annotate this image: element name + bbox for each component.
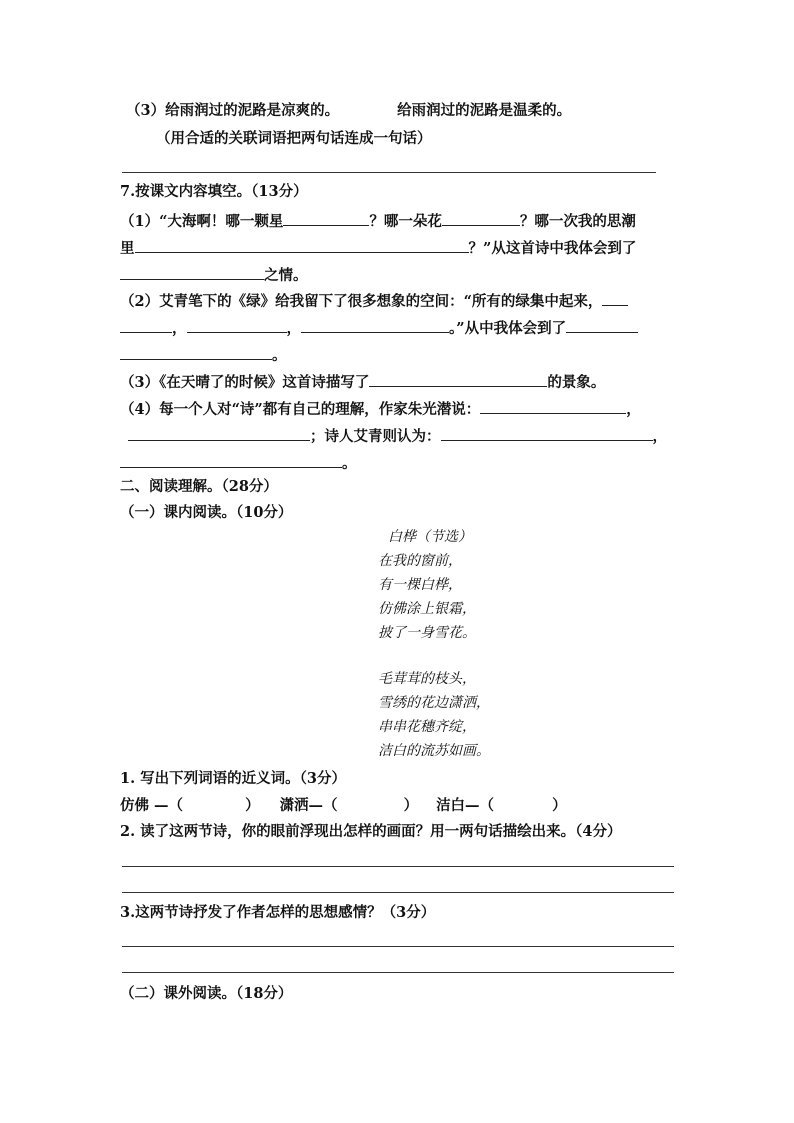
q7-4-line1	[120, 398, 641, 420]
q7-title: 7.按课文内容填空。（13分）	[120, 183, 308, 200]
poem-s2-line2: 雪绣的花边潇洒，	[378, 695, 490, 711]
q7-2-line1	[120, 290, 628, 312]
poem-s1-line2: 有一棵白桦，	[378, 577, 462, 593]
q7-2-blank-3[interactable]	[301, 317, 449, 333]
poem-title: 白桦（节选）	[388, 529, 472, 545]
q7-2-blank-4a[interactable]	[566, 317, 638, 333]
section2-part1-title: （一）课内阅读。（10分）	[120, 504, 293, 521]
q7-2-comma-2: ，	[286, 320, 301, 337]
q7-4-comma-1: ，	[626, 401, 641, 418]
q1-close-1: ）	[245, 797, 260, 814]
q6-3-sentence-b: 给雨润过的泥路是温柔的。	[397, 102, 572, 119]
reading-q1-title: 1. 写出下列词语的近义词。（3分）	[120, 770, 347, 787]
q7-4-text-b: ；诗人艾青则认为：	[310, 428, 441, 445]
q7-1-blank-1[interactable]	[283, 210, 369, 226]
q1-word-1: 仿佛 —（	[120, 797, 184, 814]
q3-answer-line-2[interactable]	[122, 972, 674, 973]
q1-word-3: 洁白—（	[436, 797, 495, 814]
q7-1-line3	[120, 264, 308, 286]
q7-2-blank-1a[interactable]	[602, 290, 628, 306]
q7-2-period: 。	[272, 347, 287, 364]
q7-4-comma-2: ，	[652, 428, 667, 445]
q1-word-2: 潇洒—（	[279, 797, 338, 814]
q7-4-blank-1[interactable]	[480, 398, 626, 414]
q7-1-line1	[120, 210, 636, 232]
q2-answer-line-1[interactable]	[122, 866, 674, 867]
section2-part2-title: （二）课外阅读。（18分）	[120, 985, 293, 1002]
q7-2-blank-4b[interactable]	[120, 344, 272, 360]
q7-4-period: 。	[342, 455, 357, 472]
q7-1-text-b: ？哪一朵花	[369, 213, 442, 230]
q7-3-blank[interactable]	[369, 371, 547, 387]
q1-close-3: ）	[552, 797, 567, 814]
q7-1-line2	[120, 237, 636, 259]
q7-4-blank-3a[interactable]	[441, 425, 653, 441]
q3-answer-line-1[interactable]	[122, 946, 674, 947]
q7-2-blank-1b[interactable]	[120, 317, 172, 333]
q6-3-prefix: （3）	[126, 102, 166, 119]
q7-2-line3	[120, 344, 287, 366]
poem-s2-line4: 洁白的流苏如画。	[378, 743, 490, 759]
q7-1-blank-2[interactable]	[442, 210, 520, 226]
q6-3-answer-line[interactable]	[122, 172, 656, 173]
q7-2-blank-2[interactable]	[187, 317, 287, 333]
q7-4-blank-2[interactable]	[128, 425, 310, 441]
poem-s1-line4: 披了一身雪花。	[378, 625, 476, 641]
q7-3-text-a: （3）《在天晴了的时候》这首诗描写了	[120, 374, 370, 391]
q6-3-instruction: （用合适的关联词语把两句话连成一句话）	[156, 130, 432, 147]
q7-1-text-a: （1）“大海啊！哪一颗星	[120, 213, 284, 230]
q7-2-text-a: （2）艾青笔下的《绿》给我留下了很多想象的空间：“所有的绿集中起来，	[120, 293, 603, 310]
poem-s1-line1: 在我的窗前，	[378, 553, 462, 569]
q7-1-text-f: 之情。	[264, 267, 308, 284]
q7-2-line2	[120, 317, 638, 339]
q7-3-line	[120, 371, 605, 393]
q7-2-comma-1: ，	[172, 320, 187, 337]
q7-4-line2	[128, 425, 667, 447]
reading-q3-title: 3.这两节诗抒发了作者怎样的思想感情？（3分）	[120, 904, 436, 921]
q7-1-blank-4[interactable]	[120, 264, 264, 280]
poem-s1-line3: 仿佛涂上银霜，	[378, 601, 476, 617]
q7-1-text-d: 里	[120, 240, 135, 257]
q7-1-text-e: ？”从这首诗中我体会到了	[468, 240, 637, 257]
q2-answer-line-2[interactable]	[122, 892, 674, 893]
section2-title: 二、阅读理解。（28分）	[120, 478, 278, 495]
poem-s2-line3: 串串花穗齐绽，	[378, 719, 476, 735]
q1-close-2: ）	[403, 797, 419, 814]
q7-4-line3	[120, 452, 357, 474]
q7-1-blank-3[interactable]	[135, 237, 469, 253]
reading-q2-title: 2. 读了这两节诗，你的眼前浮现出怎样的画面？用一两句话描绘出来。（4分）	[120, 823, 622, 840]
q7-3-text-b: 的景象。	[547, 374, 606, 391]
q7-1-text-c: ？哪一次我的思潮	[519, 213, 636, 230]
q7-4-blank-3b[interactable]	[120, 452, 342, 468]
q6-3-line	[126, 101, 571, 121]
reading-q1-words	[120, 796, 567, 816]
q7-4-text-a: （4）每一个人对“诗”都有自己的理解，作家朱光潜说：	[120, 401, 481, 418]
q6-3-sentence-a: 给雨润过的泥路是凉爽的。	[165, 102, 340, 119]
q7-2-text-b: 。”从中我体会到了	[449, 320, 567, 337]
poem-s2-line1: 毛茸茸的枝头，	[378, 671, 476, 687]
